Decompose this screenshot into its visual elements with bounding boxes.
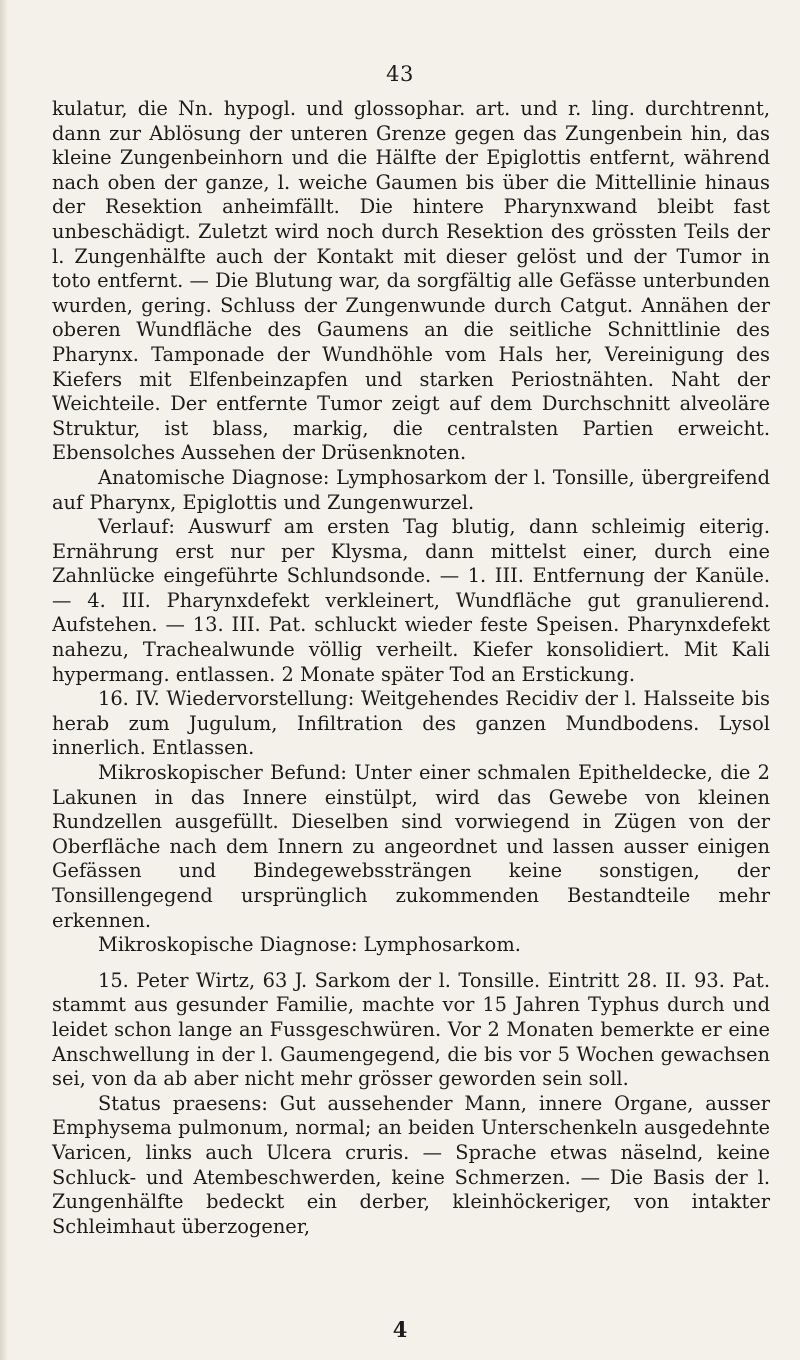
- paragraph-anatomical-diagnosis: Anatomische Diagnose: Lymphosarkom der l. Tonsille, übergreifend auf Pharynx, Epiglottis und Zungenwurzel.: [52, 465, 770, 514]
- page-number: 43: [386, 62, 414, 86]
- paragraph-course: Verlauf: Auswurf am ersten Tag blutig, dann schleimig eiterig. Ernährung erst nur per Klysma, dann mittelst einer, durch eine Zahnlücke eingeführte Schlundsonde. — 1. III. Entfernung der Kanüle. — 4. III. Pharynxdefekt verkleinert, Wundfläche gut granulierend. Aufstehen. — 13. III. Pat. schluckt wieder feste Speisen. Pharynxdefekt nahezu, Trachealwunde völlig verheilt. Kiefer konsolidiert. Mit Kali hypermang. entlassen. 2 Monate später Tod an Erstickung.: [52, 515, 770, 686]
- signature-mark: 4: [392, 1317, 408, 1342]
- body-text: [52, 97, 770, 1239]
- paragraph-case-15-history: 15. Peter Wirtz, 63 J. Sarkom der l. Tonsille. Eintritt 28. II. 93. Pat. stammt aus gesunder Familie, machte vor 15 Jahren Typhus durch und leidet schon lange an Fussgeschwüren. Vor 2 Monaten bemerkte er eine Anschwellung in der l. Gaumengegend, die bis vor 5 Wochen gewachsen sei, von da ab aber nicht mehr grösser geworden sein soll.: [52, 968, 770, 1091]
- paragraph-re-presentation: 16. IV. Wiedervorstellung: Weitgehendes Recidiv der l. Halsseite bis herab zum Jugulum, Infiltration des ganzen Mundbodens. Lysol innerlich. Entlassen.: [52, 687, 770, 760]
- paragraph-operation-report: kulatur, die Nn. hypogl. und glossophar. art. und r. ling. durchtrennt, dann zur Ablösung der unteren Grenze gegen das Zungenbein hin, das kleine Zungenbeinhorn und die Hälfte der Epiglottis entfernt, während nach oben der ganze, l. weiche Gaumen bis über die Mittellinie hinaus der Resektion anheimfällt. Die hintere Pharynxwand bleibt fast unbeschädigt. Zuletzt wird noch durch Resektion des grössten Teils der l. Zungenhälfte auch der Kontakt mit dieser gelöst und der Tumor in toto entfernt. — Die Blutung war, da sorgfältig alle Gefässe unterbunden wurden, gering. Schluss der Zungenwunde durch Catgut. Annähen der oberen Wundfläche des Gaumens an die seitliche Schnittlinie des Pharynx. Tamponade der Wundhöhle vom Hals her, Vereinigung des Kiefers mit Elfenbeinzapfen und starken Periostnähten. Naht der Weichteile. Der entfernte Tumor zeigt auf dem Durchschnitt alveoläre Struktur, ist blass, markig, die centralsten Partien erweicht. Ebensolches Aussehen der Drüsenknoten.: [52, 97, 770, 465]
- paragraph-microscopic-diagnosis: Mikroskopische Diagnose: Lymphosarkom.: [98, 933, 521, 957]
- page-fold-shadow: [0, 0, 8, 1360]
- paragraph-microscopic-findings: Mikroskopischer Befund: Unter einer schmalen Epitheldecke, die 2 Lakunen in das Innere einstülpt, wird das Gewebe von kleinen Rundzellen ausgefüllt. Dieselben sind vorwiegend in Zügen von der Oberfläche nach dem Innern zu angeordnet und lassen ausser einigen Gefässen und Bindegewebssträngen keine sonstigen, der Tonsillengegend ursprünglich zukommenden Bestandteile mehr erkennen.: [52, 761, 770, 932]
- paragraph-status-praesens: Status praesens: Gut aussehender Mann, innere Organe, ausser Emphysema pulmonum, normal; an beiden Unterschenkeln ausgedehnte Varicen, links auch Ulcera cruris. — Sprache etwas näselnd, keine Schluck- und Atembeschwerden, keine Schmerzen. — Die Basis der l. Zungenhälfte bedeckt ein derber, kleinhöckeriger, von intakter Schleimhaut überzogener,: [52, 1091, 770, 1238]
